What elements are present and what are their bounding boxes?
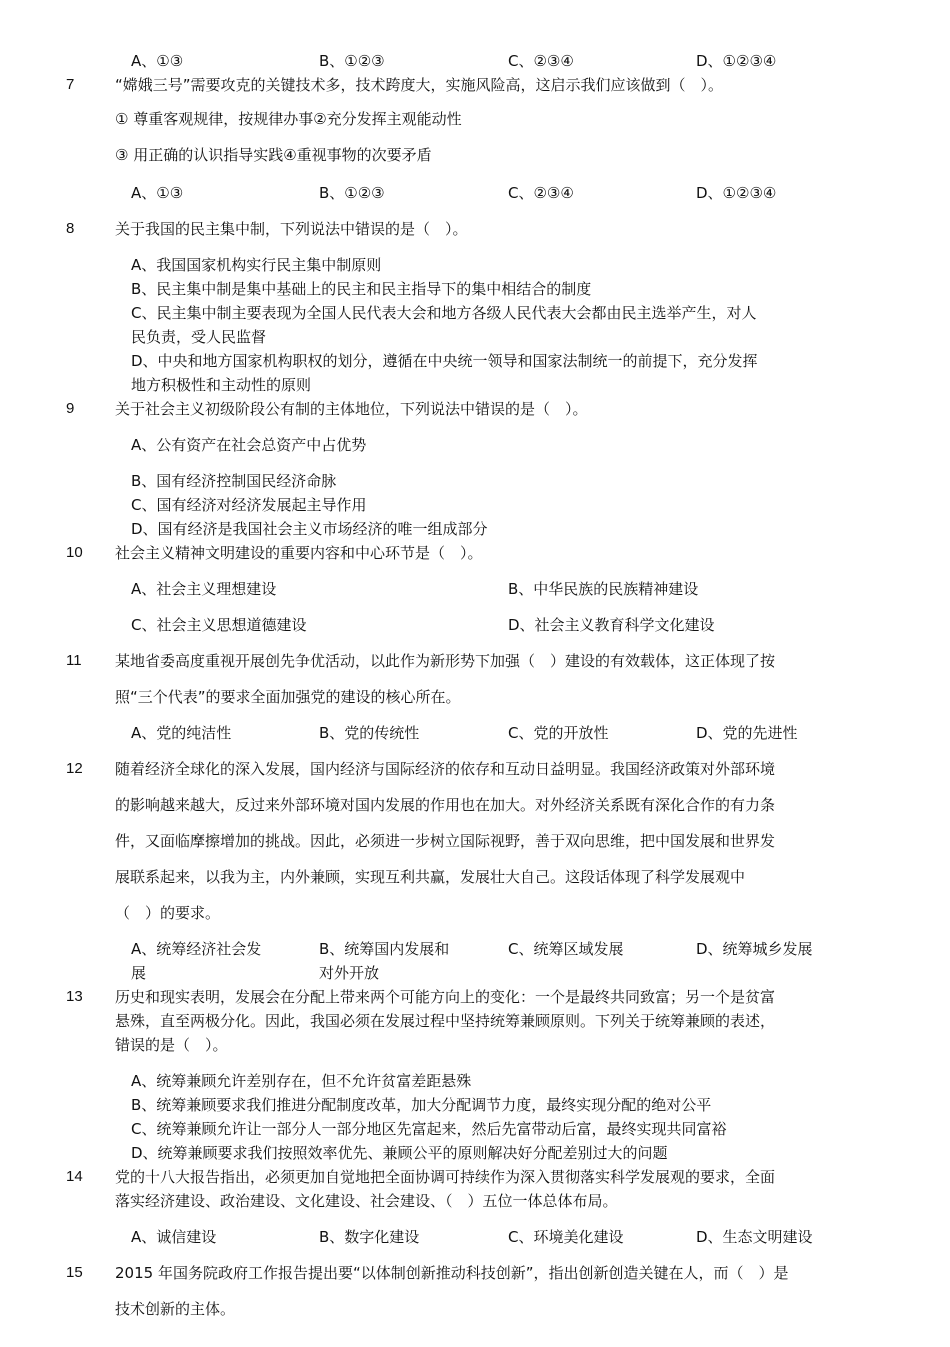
q11-option-a: A、党的纯洁性 bbox=[131, 724, 232, 742]
question-stem: 2015 年国务院政府工作报告提出要“以体制创新推动科技创新”，指出创新创造关键在人，而（ ）是 bbox=[115, 1264, 789, 1282]
q13-option-b: B、统筹兼顾要求我们推进分配制度改革，加大分配调节力度，最终实现分配的绝对公平 bbox=[131, 1096, 712, 1114]
question-stem-cont: （ ）的要求。 bbox=[115, 904, 221, 922]
question-number: 13 bbox=[66, 988, 83, 1005]
question-number: 15 bbox=[66, 1264, 83, 1281]
q6-option-c: C、②③④ bbox=[508, 52, 574, 70]
q9-option-d: D、国有经济是我国社会主义市场经济的唯一组成部分 bbox=[131, 520, 488, 538]
q13-option-c: C、统筹兼顾允许让一部分人一部分地区先富起来，然后先富带动后富，最终实现共同富裕 bbox=[131, 1120, 727, 1138]
question-stem-cont: 落实经济建设、政治建设、文化建设、社会建设、（ ）五位一体总体布局。 bbox=[115, 1192, 618, 1210]
q14-option-a: A、诚信建设 bbox=[131, 1228, 217, 1246]
q13-option-a: A、统筹兼顾允许差别存在，但不允许贫富差距悬殊 bbox=[131, 1072, 472, 1090]
q9-option-a: A、公有资产在社会总资产中占优势 bbox=[131, 436, 367, 454]
q14-option-d: D、生态文明建设 bbox=[696, 1228, 813, 1246]
question-stem: 某地省委高度重视开展创先争优活动，以此作为新形势下加强（ ）建设的有效载体，这正体现了按 bbox=[115, 652, 776, 670]
q8-option-b: B、民主集中制是集中基础上的民主和民主指导下的集中相结合的制度 bbox=[131, 280, 592, 298]
q12-option-d: D、统筹城乡发展 bbox=[696, 940, 813, 958]
q11-option-b: B、党的传统性 bbox=[319, 724, 420, 742]
q10-option-a: A、社会主义理想建设 bbox=[131, 580, 277, 598]
q7-option-a: A、①③ bbox=[131, 184, 184, 202]
q12-option-a: A、统筹经济社会发 bbox=[131, 940, 262, 958]
question-number: 10 bbox=[66, 544, 83, 561]
q12-option-c: C、统筹区域发展 bbox=[508, 940, 624, 958]
question-stem: 党的十八大报告指出，必须更加自觉地把全面协调可持续作为深入贯彻落实科学发展观的要求，全面 bbox=[115, 1168, 776, 1186]
question-stem-cont: 展联系起来，以我为主，内外兼顾，实现互利共赢，发展壮大自己。这段话体现了科学发展观中 bbox=[115, 868, 746, 886]
q11-option-c: C、党的开放性 bbox=[508, 724, 609, 742]
q14-option-b: B、数字化建设 bbox=[319, 1228, 420, 1246]
q6-option-a: A、①③ bbox=[131, 52, 184, 70]
question-stem: 社会主义精神文明建设的重要内容和中心环节是（ ）。 bbox=[115, 544, 483, 562]
q9-option-c: C、国有经济对经济发展起主导作用 bbox=[131, 496, 367, 514]
question-number: 8 bbox=[66, 220, 75, 237]
q7-option-d: D、①②③④ bbox=[696, 184, 777, 202]
q10-option-c: C、社会主义思想道德建设 bbox=[131, 616, 307, 634]
q6-option-d: D、①②③④ bbox=[696, 52, 777, 70]
question-stem: “嫦娥三号”需要攻克的关键技术多，技术跨度大，实施风险高，这启示我们应该做到（ ）。 bbox=[115, 76, 724, 94]
q8-option-a: A、我国国家机构实行民主集中制原则 bbox=[131, 256, 382, 274]
statement-line: ① 尊重客观规律，按规律办事②充分发挥主观能动性 bbox=[115, 110, 462, 128]
question-stem: 历史和现实表明，发展会在分配上带来两个可能方向上的变化：一个是最终共同致富；另一个是贫富 bbox=[115, 988, 776, 1006]
q7-option-b: B、①②③ bbox=[319, 184, 385, 202]
question-stem: 关于我国的民主集中制，下列说法中错误的是（ ）。 bbox=[115, 220, 468, 238]
q14-option-c: C、环境美化建设 bbox=[508, 1228, 624, 1246]
question-stem-cont: 错误的是（ ）。 bbox=[115, 1036, 228, 1054]
q10-option-b: B、中华民族的民族精神建设 bbox=[508, 580, 699, 598]
q8-option-c-cont: 民负责，受人民监督 bbox=[131, 328, 267, 346]
question-number: 7 bbox=[66, 76, 75, 93]
question-number: 9 bbox=[66, 400, 75, 417]
q8-option-c: C、民主集中制主要表现为全国人民代表大会和地方各级人民代表大会都由民主选举产生，对人 bbox=[131, 304, 757, 322]
q8-option-d: D、中央和地方国家机构职权的划分，遵循在中央统一领导和国家法制统一的前提下，充分发挥 bbox=[131, 352, 758, 370]
q12-option-a-cont: 展 bbox=[131, 964, 147, 982]
question-number: 14 bbox=[66, 1168, 83, 1185]
q7-option-c: C、②③④ bbox=[508, 184, 574, 202]
q9-option-b: B、国有经济控制国民经济命脉 bbox=[131, 472, 337, 490]
question-stem-cont: 照“三个代表”的要求全面加强党的建设的核心所在。 bbox=[115, 688, 461, 706]
q10-option-d: D、社会主义教育科学文化建设 bbox=[508, 616, 715, 634]
question-stem-cont: 技术创新的主体。 bbox=[115, 1300, 236, 1318]
q12-option-b: B、统筹国内发展和 bbox=[319, 940, 450, 958]
question-stem-cont: 悬殊，直至两极分化。因此，我国必须在发展过程中坚持统筹兼顾原则。下列关于统筹兼顾的表述， bbox=[115, 1012, 776, 1030]
q6-option-b: B、①②③ bbox=[319, 52, 385, 70]
question-stem: 关于社会主义初级阶段公有制的主体地位，下列说法中错误的是（ ）。 bbox=[115, 400, 588, 418]
question-stem-cont: 件，又面临摩擦增加的挑战。因此，必须进一步树立国际视野，善于双向思维，把中国发展和世界发 bbox=[115, 832, 776, 850]
q12-option-b-cont: 对外开放 bbox=[319, 964, 380, 982]
statement-line: ③ 用正确的认识指导实践④重视事物的次要矛盾 bbox=[115, 146, 432, 164]
q8-option-d-cont: 地方积极性和主动性的原则 bbox=[131, 376, 312, 394]
question-number: 11 bbox=[66, 652, 82, 669]
question-stem-cont: 的影响越来越大，反过来外部环境对国内发展的作用也在加大。对外经济关系既有深化合作的有力条 bbox=[115, 796, 776, 814]
question-stem: 随着经济全球化的深入发展，国内经济与国际经济的依存和互动日益明显。我国经济政策对外部环境 bbox=[115, 760, 776, 778]
q13-option-d: D、统筹兼顾要求我们按照效率优先、兼顾公平的原则解决好分配差别过大的问题 bbox=[131, 1144, 668, 1162]
q11-option-d: D、党的先进性 bbox=[696, 724, 798, 742]
question-number: 12 bbox=[66, 760, 83, 777]
